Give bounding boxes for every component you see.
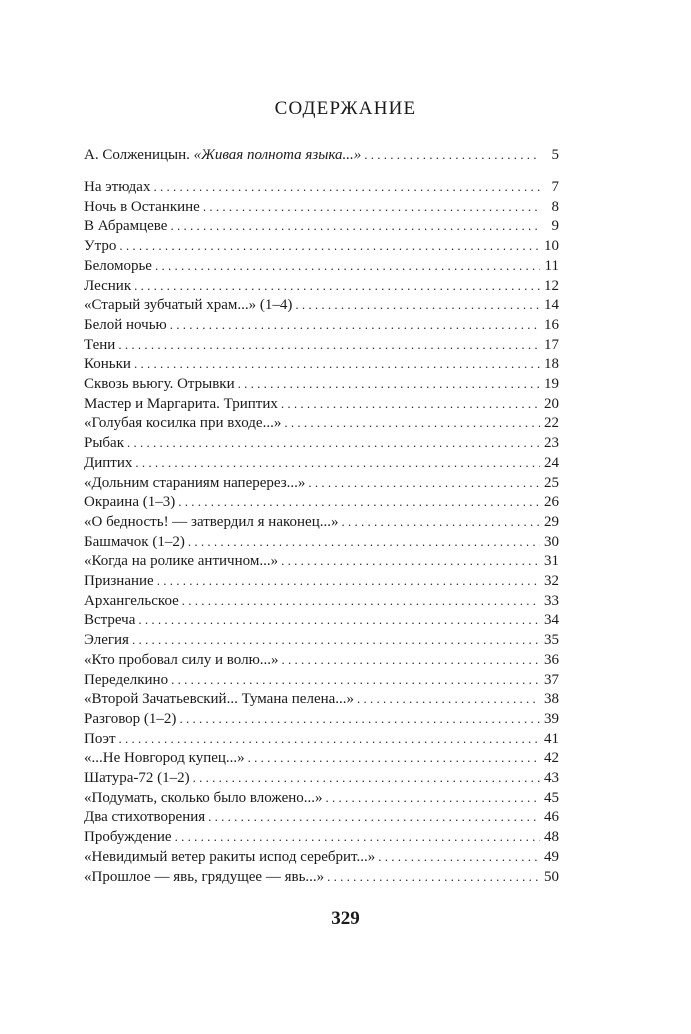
toc-entry: [84, 748, 559, 768]
toc-entry: [84, 551, 559, 571]
toc-entry-label: Переделкино: [84, 671, 169, 688]
dot-leader: [327, 867, 540, 887]
toc-entry: [84, 413, 559, 433]
dot-leader: [170, 315, 540, 335]
toc-entry-label: «Голубая косилка при входе...»: [84, 415, 282, 432]
toc-entry-page: 41: [544, 730, 559, 747]
toc-entry-page: 8: [551, 198, 559, 215]
toc-entry: [84, 867, 559, 887]
toc-entry-label: Признание: [84, 573, 154, 589]
toc-entry: [84, 492, 559, 512]
dot-leader: [134, 276, 540, 296]
toc-entry-page: 30: [544, 533, 559, 550]
toc-entry-page: 38: [544, 691, 559, 708]
toc-entry-page: 17: [544, 336, 559, 353]
toc-entry: [84, 216, 559, 236]
toc-entry: [84, 689, 559, 709]
toc-entry-page: 36: [544, 651, 559, 668]
toc-entry-label: Элегия: [84, 632, 129, 649]
toc-entry: [84, 847, 559, 867]
toc-entry-label: «...Не Новгород купец...»: [84, 750, 245, 767]
toc-entry: [84, 729, 559, 749]
dot-leader: [178, 492, 540, 512]
dot-leader: [326, 788, 540, 808]
toc-entry-label: Башмачок (1–2): [84, 533, 185, 550]
toc-entry: [84, 532, 559, 552]
toc-entry-page: 11: [544, 257, 559, 274]
page-number: 329: [331, 908, 360, 929]
toc-entry: [84, 394, 559, 414]
toc-entry: [84, 276, 559, 296]
toc-entry-page: 42: [544, 750, 559, 767]
toc-entry-page: 50: [544, 868, 559, 885]
toc-entry: [84, 256, 559, 276]
toc-entry-page: 45: [544, 789, 559, 806]
dot-leader: [357, 689, 540, 709]
toc-entry: [84, 630, 559, 650]
toc-entry: [84, 473, 559, 493]
dot-leader: [119, 236, 540, 256]
page-title: СОДЕРЖАНИЕ: [274, 98, 417, 119]
toc-entry: [84, 374, 559, 394]
toc-entry-page: 46: [544, 809, 559, 826]
toc-entry-label: «Второй Зачатьевский... Тумана пелена...»: [84, 691, 355, 708]
toc-entry-label: Утро: [84, 238, 117, 255]
toc-entry-label: Пробуждение: [84, 829, 172, 846]
toc-entry-page: 12: [544, 277, 559, 294]
toc-entry-label: Рыбак: [84, 435, 124, 452]
dot-leader: [295, 295, 540, 315]
toc-entry: [84, 571, 559, 591]
toc-entry-page: 37: [544, 671, 559, 688]
toc-entry-page: 39: [544, 710, 559, 727]
toc-entry-label: Лесник: [84, 277, 132, 294]
toc-entry-label: «Старый зубчатый храм...» (1–4): [84, 297, 293, 314]
dot-leader: [208, 807, 540, 827]
toc-entry: [84, 650, 559, 670]
toc-preface-entry: [84, 145, 559, 165]
toc-entry-label: Мастер и Маргарита. Триптих: [84, 395, 278, 412]
toc-entry-page: 48: [544, 829, 559, 846]
preface-work-title: «Живая полнота языка...»: [193, 147, 362, 163]
toc-entry-label: Тени: [84, 336, 116, 353]
dot-leader: [170, 216, 540, 236]
toc-entry: [84, 807, 559, 827]
toc-entry-page: 26: [544, 494, 559, 511]
toc-entry-label: Два стихотворения: [84, 809, 206, 826]
toc-entry: [84, 354, 559, 374]
toc-entry: [84, 236, 559, 256]
toc-entry-page: 34: [544, 612, 559, 629]
toc-entry-page: 32: [544, 573, 559, 589]
toc-entry: [84, 453, 559, 473]
toc-entry: [84, 670, 559, 690]
toc-entry-page: 23: [544, 435, 559, 452]
toc-entry-page: 19: [544, 376, 559, 392]
toc-entry-page: 5: [551, 147, 559, 163]
toc-entry-label: Коньки: [84, 356, 131, 373]
toc-entry-page: 31: [544, 553, 559, 570]
toc-entry-label: Архангельское: [84, 592, 179, 609]
toc-entry-page: 25: [544, 474, 559, 491]
toc-entry: [84, 591, 559, 611]
dot-leader: [155, 256, 540, 276]
toc-entry-label: Беломорье: [84, 257, 152, 274]
toc-entry: [84, 788, 559, 808]
dot-leader: [308, 473, 540, 493]
dot-leader: [282, 650, 540, 670]
toc-entry: [84, 768, 559, 788]
dot-leader: [364, 145, 540, 165]
toc-entry: [84, 315, 559, 335]
dot-leader: [118, 335, 540, 355]
toc-entry-page: 49: [544, 848, 559, 865]
toc-entry: [84, 610, 559, 630]
dot-leader: [127, 433, 540, 453]
preface-author: А. Солженицын.: [84, 147, 190, 163]
toc-entry-label: «Кто пробовал силу и волю...»: [84, 651, 279, 668]
toc-entry-label: «Когда на ролике античном...»: [84, 553, 279, 570]
dot-leader: [182, 591, 540, 611]
toc-entry-label: Белой ночью: [84, 316, 167, 333]
dot-leader: [188, 532, 540, 552]
dot-leader: [284, 413, 540, 433]
toc-entry-page: 10: [544, 238, 559, 255]
toc-entry-label: Встреча: [84, 612, 136, 629]
toc-entry-label: «Подумать, сколько было вложено...»: [84, 789, 323, 806]
toc-entry-label: «Дольним стараниям наперерез...»: [84, 474, 306, 491]
dot-leader: [179, 709, 540, 729]
dot-leader: [138, 610, 540, 630]
toc-entry-page: 20: [544, 395, 559, 412]
toc-entry-label: Диптих: [84, 454, 133, 471]
dot-leader: [119, 729, 540, 749]
toc-entry-page: 43: [544, 770, 559, 786]
toc-entry-label: Шатура-72 (1–2): [84, 770, 190, 786]
toc-entry-label: Поэт: [84, 730, 116, 747]
toc-entry-label: Сквозь вьюгу. Отрывки: [84, 376, 235, 392]
toc-entry-page: 16: [544, 316, 559, 333]
toc-entry: [84, 197, 559, 217]
toc-entry: [84, 827, 559, 847]
toc-entry-page: 33: [544, 592, 559, 609]
toc-entry-page: 14: [544, 297, 559, 314]
toc-entry: [84, 709, 559, 729]
dot-leader: [153, 177, 540, 197]
dot-leader: [175, 827, 540, 847]
toc-entry-page: 22: [544, 415, 559, 432]
dot-leader: [378, 847, 540, 867]
toc-entry-page: 24: [544, 454, 559, 471]
dot-leader: [341, 512, 540, 532]
toc-entry: [84, 512, 559, 532]
dot-leader: [203, 197, 540, 217]
toc-entry-label: В Абрамцеве: [84, 218, 168, 235]
toc-entry-page: 35: [544, 632, 559, 649]
toc-entry: [84, 433, 559, 453]
toc-entry-label: [84, 145, 361, 165]
dot-leader: [135, 453, 540, 473]
toc-entry-page: 9: [551, 218, 559, 235]
toc-entry-label: На этюдах: [84, 179, 151, 195]
dot-leader: [157, 571, 540, 591]
toc-entry-page: 7: [551, 179, 559, 195]
dot-leader: [134, 354, 540, 374]
toc-entry-page: 29: [544, 513, 559, 530]
dot-leader: [238, 374, 540, 394]
toc-entry-label: Разговор (1–2): [84, 710, 177, 727]
dot-leader: [193, 768, 540, 788]
toc-entry-page: 18: [544, 356, 559, 373]
toc-entry-label: «Невидимый ветер ракиты испод серебрит...»: [84, 848, 376, 865]
toc-entry-label: Окраина (1–3): [84, 494, 176, 511]
dot-leader: [132, 630, 540, 650]
toc-entry: [84, 335, 559, 355]
toc-entry: [84, 295, 559, 315]
dot-leader: [281, 394, 540, 414]
dot-leader: [281, 551, 540, 571]
dot-leader: [171, 670, 540, 690]
toc-entry: [84, 177, 559, 197]
toc-entry-label: «О бедность! — затвердил я наконец...»: [84, 513, 339, 530]
toc-entry-label: «Прошлое — явь, грядущее — явь...»: [84, 868, 325, 885]
dot-leader: [248, 748, 540, 768]
toc-entry-label: Ночь в Останкине: [84, 198, 200, 215]
